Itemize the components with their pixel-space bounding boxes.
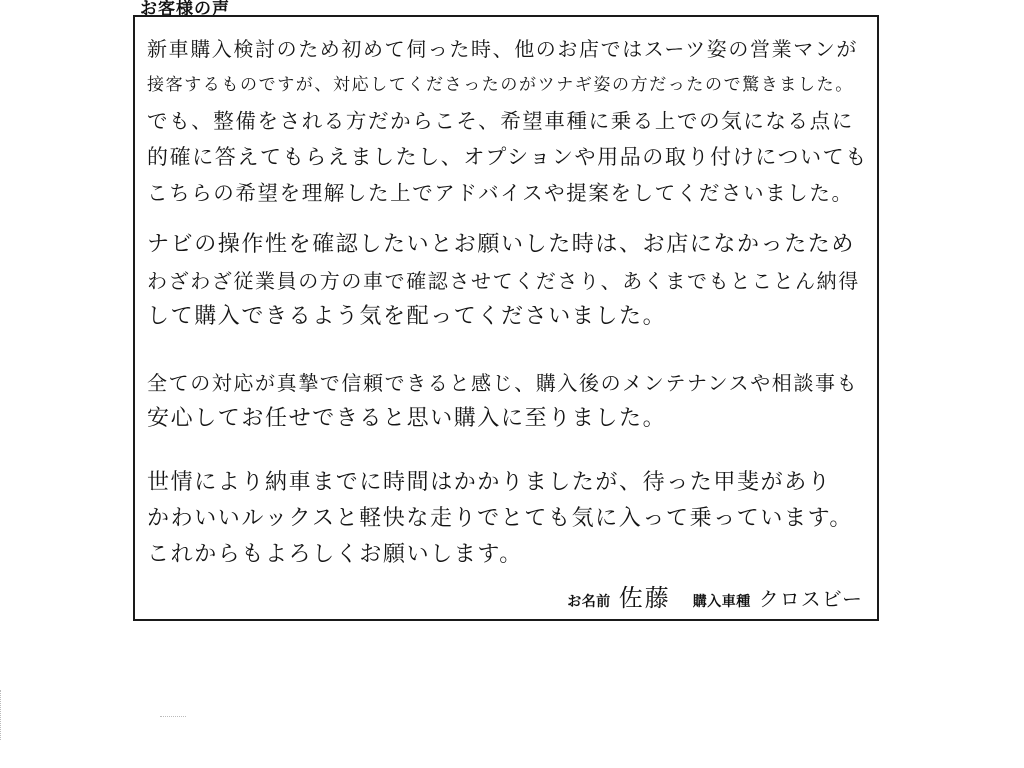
testimonial-paragraph-3	[147, 365, 869, 437]
text-line: こちらの希望を理解した上でアドバイスや提案をしてくださいました。	[147, 181, 854, 205]
customer-name: 佐藤	[618, 584, 671, 612]
testimonial-paragraph-4	[147, 465, 869, 573]
testimonial-paragraph-2	[147, 227, 869, 335]
text-line: 接客するものですが、対応してくださったのがツナギ姿の方だったので驚きました。	[147, 75, 854, 95]
scan-stray-mark	[160, 716, 186, 718]
car-model-label: 購入車種	[692, 594, 751, 610]
customer-info	[567, 583, 863, 613]
testimonial-card	[133, 15, 879, 621]
name-label: お名前	[567, 594, 611, 610]
text-line: 新車購入検討のため初めて伺った時、他のお店ではスーツ姿の営業マンが	[147, 37, 858, 61]
section-heading: お客様の声	[140, 0, 230, 19]
text-line: 世情により納車までに時間はかかりましたが、待った甲斐があり	[147, 470, 832, 495]
text-line: 的確に答えてもらえましたし、オプションや用品の取り付けについても	[147, 145, 868, 169]
text-line: して購入できるよう気を配ってくださいました。	[147, 304, 667, 329]
text-line: わざわざ従業員の方の車で確認させてくださり、あくまでもとことん納得	[147, 269, 860, 293]
text-line: 安心してお任せできると思い購入に至りました。	[147, 406, 667, 431]
text-line: これからもよろしくお願いします。	[147, 542, 523, 567]
text-line: でも、整備をされる方だからこそ、希望車種に乗る上での気になる点に	[147, 109, 854, 133]
text-line: かわいいルックスと軽快な走りでとても気に入って乗っています。	[147, 506, 854, 531]
text-line: 全ての対応が真摯で信頼できると感じ、購入後のメンテナンスや相談事も	[147, 371, 859, 395]
car-model-value: クロスビー	[758, 587, 863, 611]
scan-edge-marks	[0, 690, 3, 740]
text-line: ナビの操作性を確認したいとお願いした時は、お店になかったため	[147, 232, 856, 257]
testimonial-paragraph-1	[147, 31, 869, 211]
